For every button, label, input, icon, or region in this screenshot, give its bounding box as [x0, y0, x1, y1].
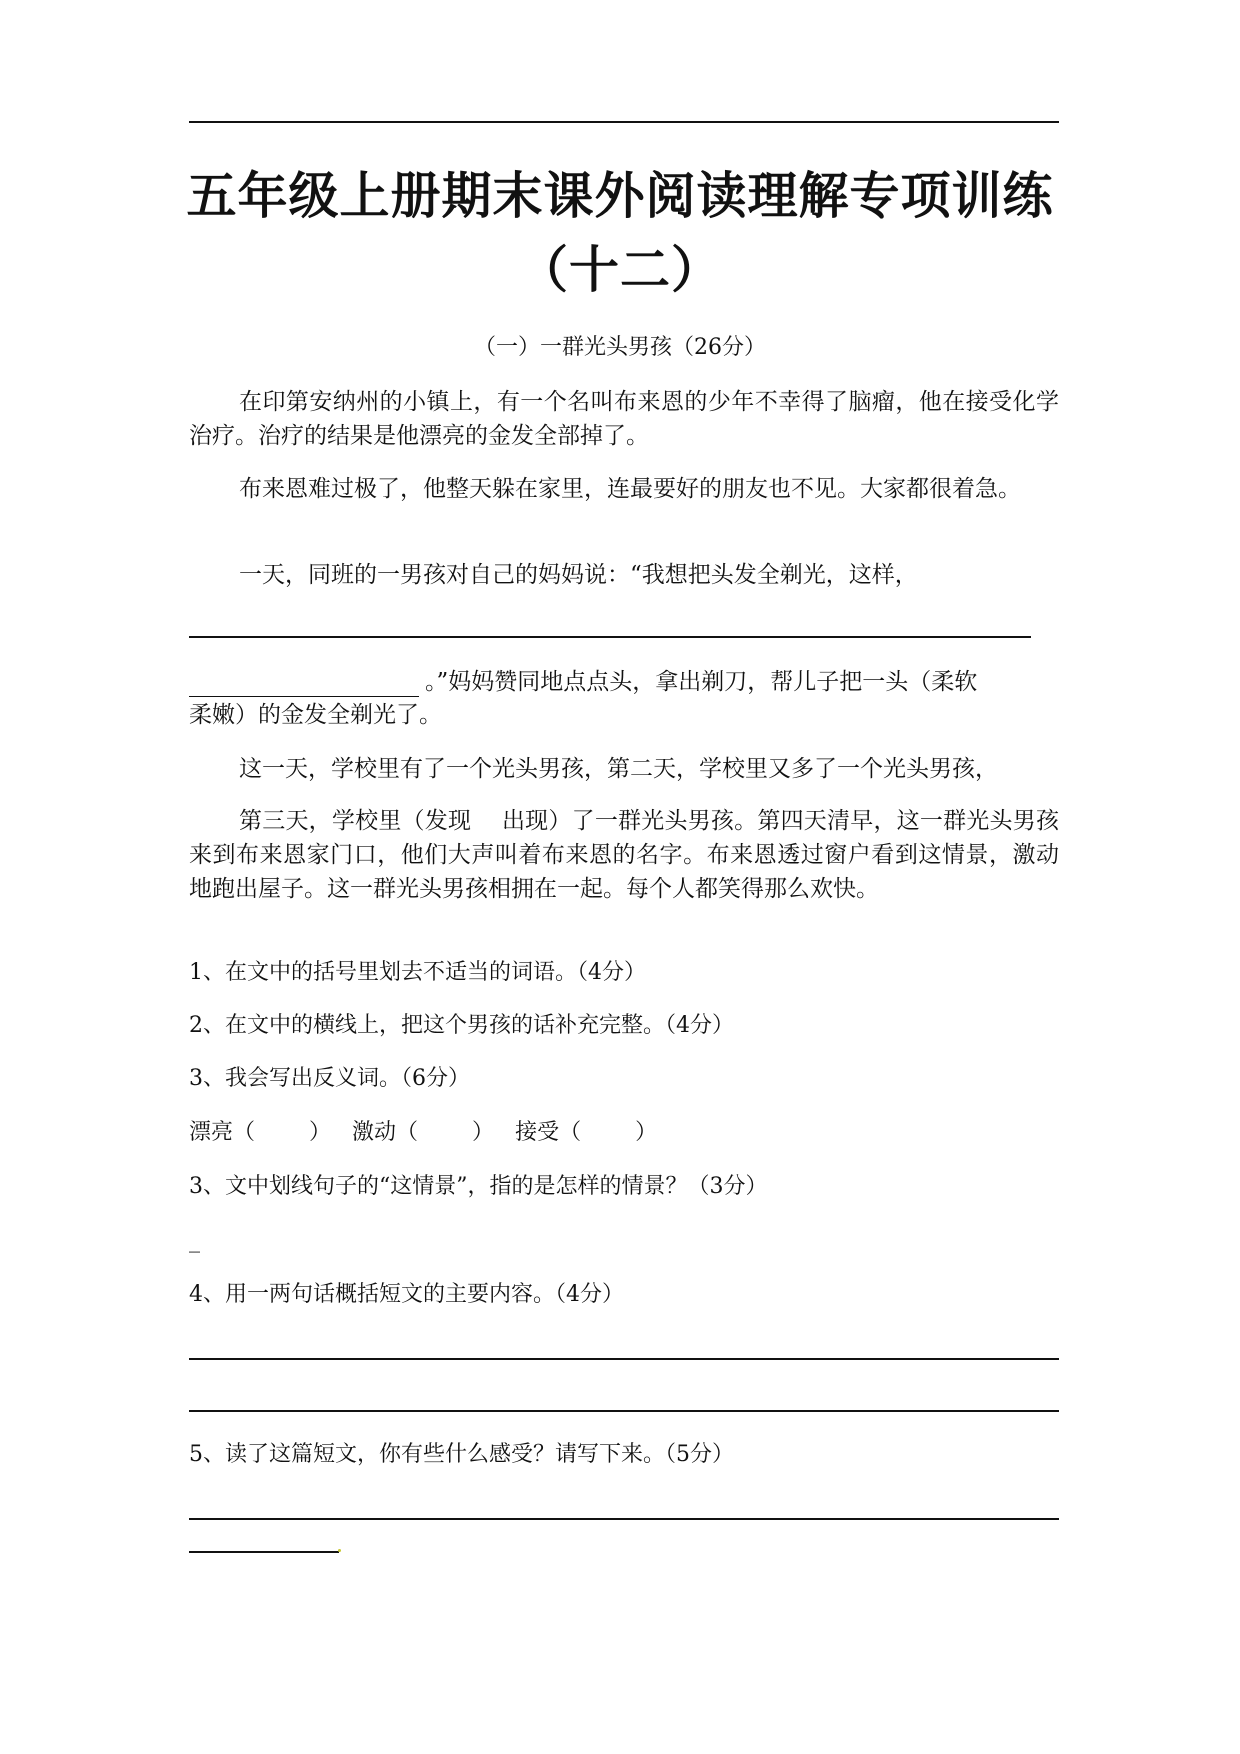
passage-paragraph-6: 第三天，学校里（发现 出现）了一群光头男孩。第四天清早，这一群光头男孩来到布来恩家门口，他们大声叫着布来恩的名字。布来恩透过窗户看到这情景，激动地跑出屋子。这一群光头男孩相拥在一起。每个人都笑得那么欢快。 [189, 808, 1059, 902]
page-title-number: （十二） [518, 241, 722, 299]
antonym-2-label: 激动（ [352, 1120, 419, 1145]
question-5: 5、读了这篇短文，你有些什么感受？请写下来。（5分） [189, 1442, 734, 1467]
passage-paragraph-2: 布来恩难过极了，他整天躲在家里，连最要好的朋友也不见。大家都很着急。 [239, 476, 1021, 502]
answer-blank-line[interactable] [189, 636, 1031, 638]
question-5-answer-line-1[interactable] [189, 1518, 1059, 1520]
stray-dot [338, 1549, 341, 1552]
top-rule [189, 121, 1059, 123]
question-2: 2、在文中的横线上，把这个男孩的话补充完整。（4分） [189, 1013, 734, 1038]
question-4: 4、用一两句话概括短文的主要内容。（4分） [189, 1282, 624, 1307]
passage-paragraph-5: 这一天，学校里有了一个光头男孩，第二天，学校里又多了一个光头男孩， [239, 756, 998, 782]
antonym-1-label: 漂亮（ [189, 1120, 256, 1145]
question-4-answer-line-1[interactable] [189, 1358, 1059, 1360]
antonym-3-label: 接受（ [515, 1120, 582, 1145]
passage-paragraph-3: 一天，同班的一男孩对自己的妈妈说：“我想把头发全剃光，这样， [239, 562, 918, 588]
answer-blank-inline[interactable] [189, 670, 419, 697]
passage-paragraph-4-line2: 柔嫩）的金发全剃光了。 [189, 702, 442, 728]
question-3: 3、我会写出反义词。（6分） [189, 1066, 470, 1091]
question-5-answer-line-2[interactable] [189, 1551, 339, 1553]
passage-paragraph-4 [189, 667, 977, 697]
antonym-row [189, 1118, 657, 1148]
antonym-1-close: ） [309, 1120, 332, 1145]
antonym-2-close: ） [472, 1120, 495, 1145]
question-3b: 3、文中划线句子的“这情景”，指的是怎样的情景？（3分） [189, 1174, 768, 1199]
question-1: 1、在文中的括号里划去不适当的词语。（4分） [189, 960, 646, 985]
passage-paragraph-1: 在印第安纳州的小镇上，有一个名叫布来恩的少年不幸得了脑瘤，他在接受化学治疗。治疗的结果是他漂亮的金发全部掉了。 [189, 389, 1059, 449]
section-heading: （一）一群光头男孩（26分） [474, 335, 766, 360]
page-title: 五年级上册期末课外阅读理解专项训练 [186, 167, 1054, 225]
antonym-3-close: ） [635, 1120, 658, 1145]
passage-paragraph-4-text: 。”妈妈赞同地点点头，拿出剃刀，帮儿子把一头（柔软 [425, 669, 978, 695]
question-4-answer-line-2[interactable] [189, 1410, 1059, 1412]
question-3b-answer[interactable]: _ [189, 1228, 200, 1253]
